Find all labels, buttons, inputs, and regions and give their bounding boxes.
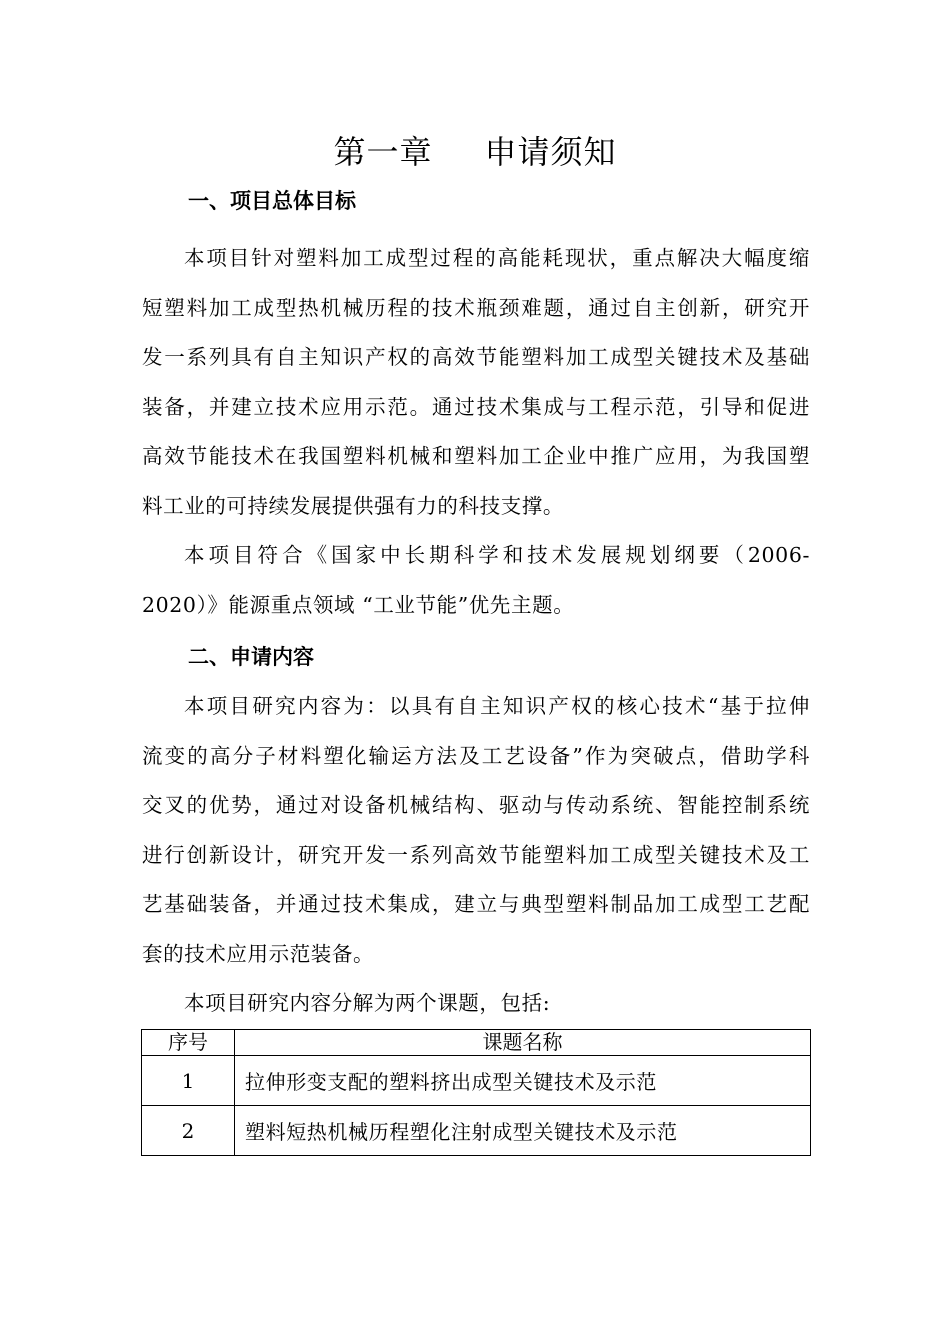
cell-topic-name: 拉伸形变支配的塑料挤出成型关键技术及示范: [235, 1056, 811, 1106]
table-header-row: [142, 1030, 811, 1056]
chapter-title: [0, 128, 950, 176]
section-heading-objectives: 一、项目总体目标: [188, 189, 356, 213]
paragraph-line: 艺基础装备，并通过技术集成，建立与典型塑料制品加工成型工艺配: [142, 892, 810, 916]
column-header-number: 序号: [142, 1030, 235, 1056]
topics-table: [141, 1029, 811, 1156]
paragraph-line: 高效节能技术在我国塑料机械和塑料加工企业中推广应用，为我国塑: [142, 444, 810, 468]
paragraph-compliance: [142, 531, 810, 630]
paragraph-line: 短塑料加工成型热机械历程的技术瓶颈难题，通过自主创新，研究开: [142, 295, 810, 320]
paragraph-content: [142, 682, 810, 979]
table-row: [142, 1106, 811, 1156]
paragraph-line: 交叉的优势，通过对设备机械结构、驱动与传动系统、智能控制系统: [142, 793, 810, 817]
paragraph-line: 发一系列具有自主知识产权的高效节能塑料加工成型关键技术及基础: [142, 345, 810, 369]
column-header-name: 课题名称: [235, 1030, 811, 1056]
chapter-number: 第一章: [333, 133, 433, 171]
paragraph-objectives: [142, 234, 810, 531]
paragraph-line: 本项目针对塑料加工成型过程的高能耗现状，重点解决大幅度缩: [184, 246, 810, 270]
paragraph-line: 料工业的可持续发展提供强有力的科技支撑。: [142, 493, 564, 518]
paragraph-line: 流变的高分子材料塑化输运方法及工艺设备”作为突破点，借助学科: [142, 743, 810, 768]
chapter-name: 申请须知: [484, 133, 617, 171]
paragraph-topics-intro: 本项目研究内容分解为两个课题，包括:: [184, 991, 551, 1015]
paragraph-line: 本项目符合《国家中长期科学和技术发展规划纲要（2006-: [184, 543, 810, 567]
paragraph-line: 套的技术应用示范装备。: [142, 941, 375, 966]
cell-topic-name: 塑料短热机械历程塑化注射成型关键技术及示范: [235, 1106, 811, 1156]
paragraph-line: 本项目研究内容为：以具有自主知识产权的核心技术“基于拉伸: [184, 694, 810, 718]
section-heading-content: 二、申请内容: [188, 645, 314, 669]
table-row: [142, 1056, 811, 1106]
paragraph-line: 2020）》能源重点领域 “工业节能”优先主题。: [142, 592, 575, 617]
cell-number: 2: [142, 1106, 235, 1156]
cell-number: 1: [142, 1056, 235, 1106]
paragraph-line: 进行创新设计，研究开发一系列高效节能塑料加工成型关键技术及工: [142, 842, 810, 867]
paragraph-line: 装备，并建立技术应用示范。通过技术集成与工程示范，引导和促进: [142, 394, 810, 419]
